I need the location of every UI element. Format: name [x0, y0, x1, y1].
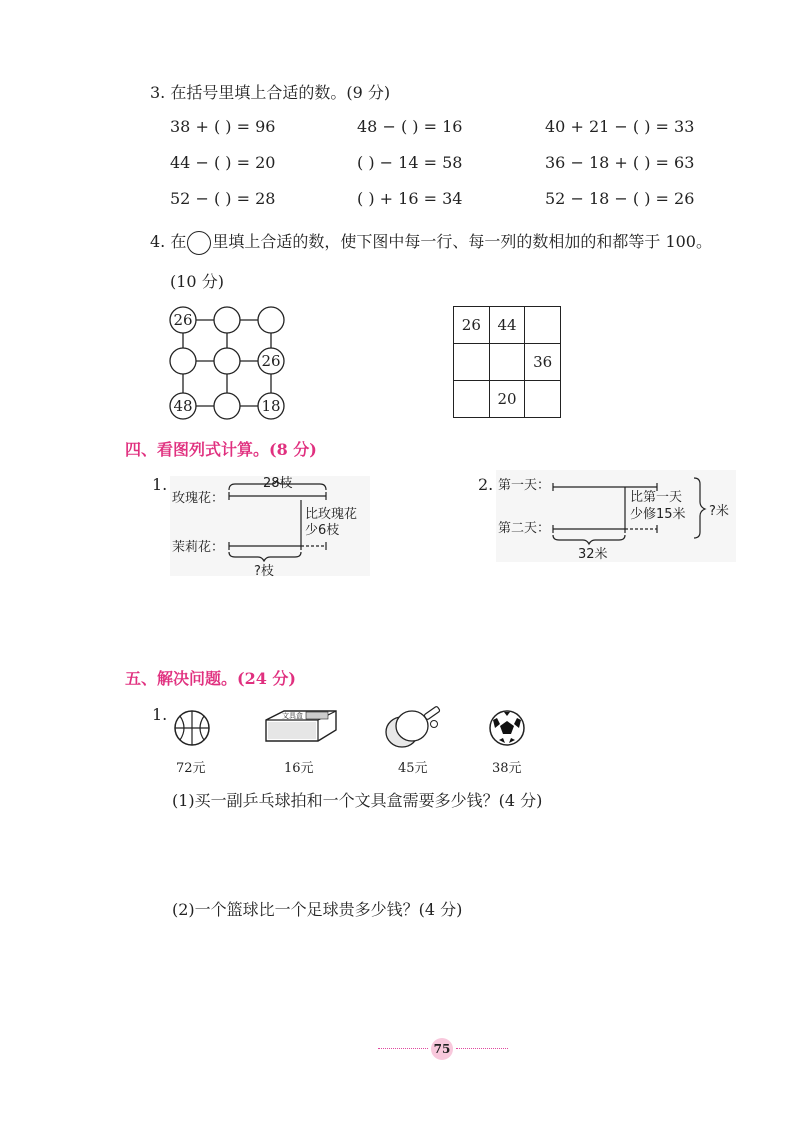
- q4-title-before: 4. 在: [150, 232, 187, 251]
- q3-eq-3-1: 52 − ( ) = 28: [170, 189, 276, 208]
- section4-title: 四、看图列式计算。(8 分): [125, 440, 317, 459]
- square-cell-4: [454, 344, 490, 381]
- basketball-icon: [172, 708, 212, 748]
- p1-note-line1: 比玫瑰花: [305, 507, 358, 522]
- jasmine-label: 茉莉花：: [172, 540, 225, 555]
- circle-grid: [160, 300, 300, 424]
- q3-title: 3. 在括号里填上合适的数。(9 分): [150, 83, 391, 102]
- s5-sub1: (1)买一副乒乓球拍和一个文具盒需要多少钱？(4 分): [172, 791, 543, 810]
- circle-cell-1: 26: [173, 311, 193, 329]
- q3-eq-1-3: 40 + 21 − ( ) = 33: [545, 117, 695, 136]
- rose-label: 玫瑰花：: [172, 491, 225, 506]
- square-cell-3: [525, 307, 561, 344]
- s4-p2-num: 2.: [478, 475, 494, 494]
- q3-eq-3-2: ( ) + 16 = 34: [357, 189, 463, 208]
- q4-title: [150, 229, 712, 255]
- square-cell-9: [525, 381, 561, 418]
- footer-divider-right: [456, 1048, 508, 1049]
- footer-divider-left: [378, 1048, 428, 1049]
- p2-day2-len-label: 32米: [578, 547, 608, 562]
- soccer-ball-icon: [487, 708, 527, 748]
- section5-title: 五、解决问题。(24 分): [125, 669, 296, 688]
- q3-eq-1-1: 38 + ( ) = 96: [170, 117, 276, 136]
- p2-note-line2: 少修15米: [630, 507, 686, 522]
- day2-label: 第二天：: [498, 521, 551, 536]
- circle-icon: [187, 231, 211, 255]
- p2-total-label: ?米: [709, 504, 729, 519]
- s5-sub2: (2)一个篮球比一个足球贵多少钱？(4 分): [172, 900, 463, 919]
- price-soccer: 38元: [492, 761, 522, 776]
- q3-eq-1-2: 48 − ( ) = 16: [357, 117, 463, 136]
- circle-cell-9: 18: [261, 397, 281, 415]
- square-cell-1: 26: [454, 307, 490, 344]
- pencil-box-label: 文具盒: [282, 712, 303, 720]
- q3-eq-2-2: ( ) − 14 = 58: [357, 153, 463, 172]
- s5-p1-num: 1.: [152, 705, 168, 724]
- square-cell-5: [489, 344, 525, 381]
- p2-bar-diagram: [550, 474, 710, 548]
- p2-note-line1: 比第一天: [630, 490, 683, 505]
- p1-unknown-label: ?枝: [254, 564, 274, 579]
- q4-title-after: 里填上合适的数，使下图中每一行、每一列的数相加的和都等于 100。: [212, 232, 712, 251]
- q3-eq-2-1: 44 − ( ) = 20: [170, 153, 276, 172]
- rose-count-label: 28枝: [263, 476, 293, 491]
- square-cell-6: 36: [525, 344, 561, 381]
- p1-bar-diagram: [226, 480, 336, 562]
- price-pencil-box: 16元: [284, 761, 314, 776]
- p1-note-line2: 少6枝: [305, 523, 340, 538]
- square-cell-2: 44: [489, 307, 525, 344]
- day1-label: 第一天：: [498, 478, 551, 493]
- circle-cell-6: 26: [261, 352, 281, 370]
- s4-p1-num: 1.: [152, 475, 168, 494]
- price-basketball: 72元: [176, 761, 206, 776]
- q4-points: (10 分): [170, 272, 224, 291]
- price-ping-pong: 45元: [398, 761, 428, 776]
- ping-pong-paddle-icon: [382, 702, 444, 752]
- square-cell-8: 20: [489, 381, 525, 418]
- circle-cell-7: 48: [173, 397, 193, 415]
- page-number: 75: [431, 1038, 453, 1060]
- square-grid: [453, 306, 561, 418]
- q3-eq-2-3: 36 − 18 + ( ) = 63: [545, 153, 695, 172]
- square-cell-7: [454, 381, 490, 418]
- q3-eq-3-3: 52 − 18 − ( ) = 26: [545, 189, 695, 208]
